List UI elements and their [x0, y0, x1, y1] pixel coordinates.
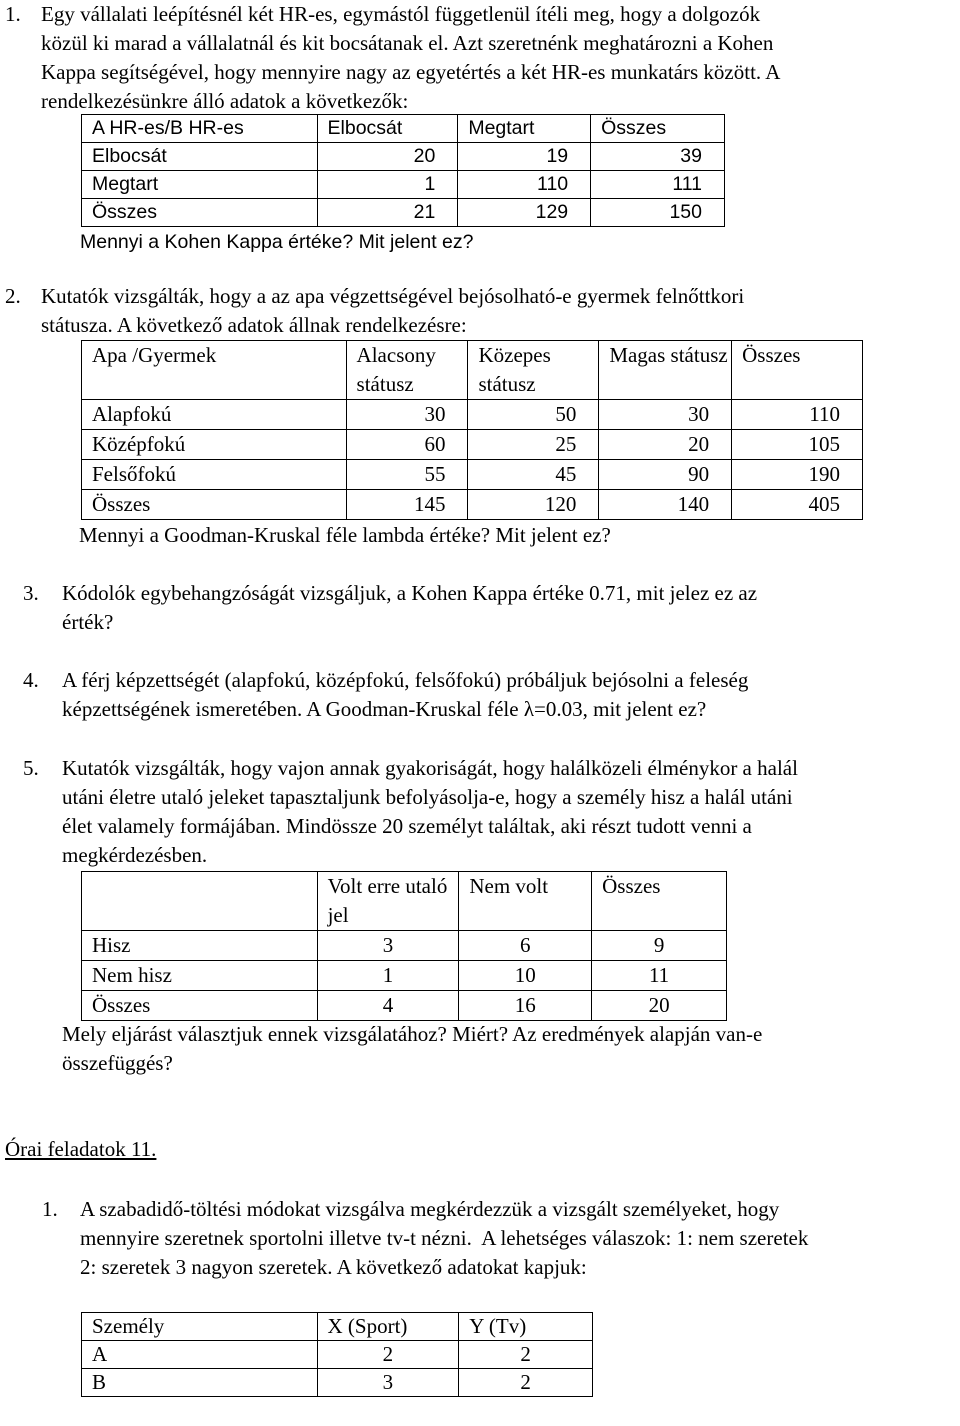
- table-cell: 25: [468, 430, 599, 460]
- table-cell: 145: [346, 490, 468, 520]
- table-cell: 45: [468, 460, 599, 490]
- question-number: 1.: [5, 2, 21, 26]
- table-header-row: [82, 1313, 593, 1341]
- table-header-cell: Összes: [732, 341, 863, 400]
- question-2-prompt: Mennyi a Goodman-Kruskal féle lambda értéke? Mit jelent ez?: [79, 523, 611, 547]
- table-cell: A: [82, 1341, 318, 1369]
- table-header-cell: [82, 872, 318, 931]
- table-cell: 140: [599, 490, 732, 520]
- question-1-prompt: Mennyi a Kohen Kappa értéke? Mit jelent ez?: [80, 231, 474, 253]
- table-header-row: [82, 872, 727, 931]
- table-cell: 110: [732, 400, 863, 430]
- question-number: 3.: [23, 581, 39, 605]
- text-line: képzettségének ismeretében. A Goodman-Kruskal féle λ=0.03, mit jelent ez?: [62, 697, 707, 721]
- table-header-cell: A HR-es/B HR-es: [82, 115, 318, 143]
- table-header-cell: Összes: [592, 872, 727, 931]
- question-number: 5.: [23, 756, 39, 780]
- table-cell: Középfokú: [82, 430, 347, 460]
- table-row: [82, 430, 863, 460]
- table-cell: Összes: [82, 199, 318, 227]
- table-cell: 3: [317, 931, 459, 961]
- table-header-row: [82, 115, 725, 143]
- text-line: élet valamely formájában. Mindössze 20 személyt találtak, aki részt tudott venni a: [62, 814, 752, 838]
- question-number: 2.: [5, 284, 21, 308]
- lambda-table: [81, 340, 863, 520]
- table-cell: 39: [591, 143, 725, 171]
- text-line: mennyire szeretnek sportolni illetve tv-t nézni. A lehetséges válaszok: 1: nem szeretek: [80, 1226, 809, 1250]
- table-row: [82, 199, 725, 227]
- table-header-cell: Magas státusz: [599, 341, 732, 400]
- table-cell: 30: [599, 400, 732, 430]
- table-row: [82, 171, 725, 199]
- table-cell: 1: [317, 171, 458, 199]
- text-line: státusza. A következő adatok állnak rendelkezésre:: [41, 313, 467, 337]
- text-line: A szabadidő-töltési módokat vizsgálva megkérdezzük a vizsgált személyeket, hogy: [80, 1197, 780, 1221]
- question-text: [41, 282, 956, 340]
- table-header-cell: Apa /Gyermek: [82, 341, 347, 400]
- table-cell: 6: [459, 931, 592, 961]
- table-cell: 190: [732, 460, 863, 490]
- text-line: Kódolók egybehangzóságát vizsgáljuk, a Kohen Kappa értéke 0.71, mit jelez ez az: [62, 581, 758, 605]
- question-text: [62, 579, 960, 637]
- text-line: közül ki marad a vállalatnál és kit bocsátanak el. Azt szeretnénk meghatározni a Kohen: [41, 31, 774, 55]
- table-cell: 2: [459, 1341, 593, 1369]
- table-cell: 1: [317, 961, 459, 991]
- table-header-cell: Alacsony státusz: [346, 341, 468, 400]
- table-row: [82, 400, 863, 430]
- table-header-cell: X (Sport): [317, 1313, 459, 1341]
- table-cell: 30: [346, 400, 468, 430]
- text-line: Mely eljárást választjuk ennek vizsgálatához? Miért? Az eredmények alapján van-e: [62, 1022, 763, 1046]
- table-cell: 20: [599, 430, 732, 460]
- table-row: [82, 490, 863, 520]
- text-line: Kappa segítségével, hogy mennyire nagy az egyetértés a két HR-es munkatárs között. A: [41, 60, 781, 84]
- question-text: [62, 754, 960, 870]
- text-line: utáni életre utaló jeleket tapasztaljunk befolyásolja-e, hogy a személy hisz a halál utáni: [62, 785, 793, 809]
- text-line: Egy vállalati leépítésnél két HR-es, egymástól függetlenül ítéli meg, hogy a dolgozók: [41, 2, 761, 26]
- table-header-cell: Összes: [591, 115, 725, 143]
- table-cell: 19: [458, 143, 591, 171]
- table-header-cell: Személy: [82, 1313, 318, 1341]
- table-header-cell: Elbocsát: [317, 115, 458, 143]
- table-cell: 60: [346, 430, 468, 460]
- table-cell: Megtart: [82, 171, 318, 199]
- table-cell: 150: [591, 199, 725, 227]
- text-line: Kutatók vizsgálták, hogy vajon annak gyakoriságát, hogy halálközeli élménykor a halál: [62, 756, 798, 780]
- table-cell: 20: [592, 991, 727, 1021]
- text-line: Kutatók vizsgálták, hogy a az apa végzettségével bejósolható-e gyermek felnőttkori: [41, 284, 745, 308]
- table-cell: 105: [732, 430, 863, 460]
- table-cell: 9: [592, 931, 727, 961]
- question-5-prompt: [62, 1020, 960, 1078]
- table-row: [82, 1369, 593, 1397]
- table-row: [82, 931, 727, 961]
- question-text: [62, 666, 960, 724]
- table-cell: 2: [317, 1341, 459, 1369]
- text-line: 2: szeretek 3 nagyon szeretek. A következő adatokat kapjuk:: [80, 1255, 587, 1279]
- table-cell: Alapfokú: [82, 400, 347, 430]
- table-cell: 110: [458, 171, 591, 199]
- table-header-cell: Közepes státusz: [468, 341, 599, 400]
- table-cell: 2: [459, 1369, 593, 1397]
- text-line: összefüggés?: [62, 1051, 173, 1075]
- table-row: [82, 991, 727, 1021]
- question-text: [80, 1195, 960, 1282]
- section-title: Órai feladatok 11.: [5, 1137, 157, 1161]
- kappa-table: [81, 114, 725, 227]
- table-cell: Összes: [82, 490, 347, 520]
- table-cell: 3: [317, 1369, 459, 1397]
- table-cell: 120: [468, 490, 599, 520]
- table-cell: 405: [732, 490, 863, 520]
- question-number: 4.: [23, 668, 39, 692]
- table-cell: Elbocsát: [82, 143, 318, 171]
- table-header-cell: Nem volt: [459, 872, 592, 931]
- table-cell: 16: [459, 991, 592, 1021]
- table-cell: 111: [591, 171, 725, 199]
- table-row: [82, 143, 725, 171]
- table-cell: Nem hisz: [82, 961, 318, 991]
- table-cell: 90: [599, 460, 732, 490]
- table-cell: 129: [458, 199, 591, 227]
- table-cell: 10: [459, 961, 592, 991]
- table-cell: Felsőfokú: [82, 460, 347, 490]
- table-cell: B: [82, 1369, 318, 1397]
- table-header-cell: Megtart: [458, 115, 591, 143]
- table-header-cell: Y (Tv): [459, 1313, 593, 1341]
- text-line: rendelkezésünkre álló adatok a következők:: [41, 89, 409, 113]
- table-cell: 21: [317, 199, 458, 227]
- table-cell: 11: [592, 961, 727, 991]
- table-cell: Összes: [82, 991, 318, 1021]
- text-line: megkérdezésben.: [62, 843, 208, 867]
- text-line: érték?: [62, 610, 114, 634]
- table-cell: 50: [468, 400, 599, 430]
- table-cell: 4: [317, 991, 459, 1021]
- table-header-row: [82, 341, 863, 400]
- table-header-cell: Volt erre utaló jel: [317, 872, 459, 931]
- score-table: [81, 1312, 593, 1397]
- table-cell: Hisz: [82, 931, 318, 961]
- question-number: 1.: [42, 1197, 58, 1221]
- contingency-table: [81, 871, 727, 1021]
- table-row: [82, 1341, 593, 1369]
- text-line: A férj képzettségét (alapfokú, középfokú, felsőfokú) próbáljuk bejósolni a feleség: [62, 668, 749, 692]
- table-cell: 20: [317, 143, 458, 171]
- table-cell: 55: [346, 460, 468, 490]
- table-row: [82, 460, 863, 490]
- table-row: [82, 961, 727, 991]
- question-text: [41, 0, 956, 116]
